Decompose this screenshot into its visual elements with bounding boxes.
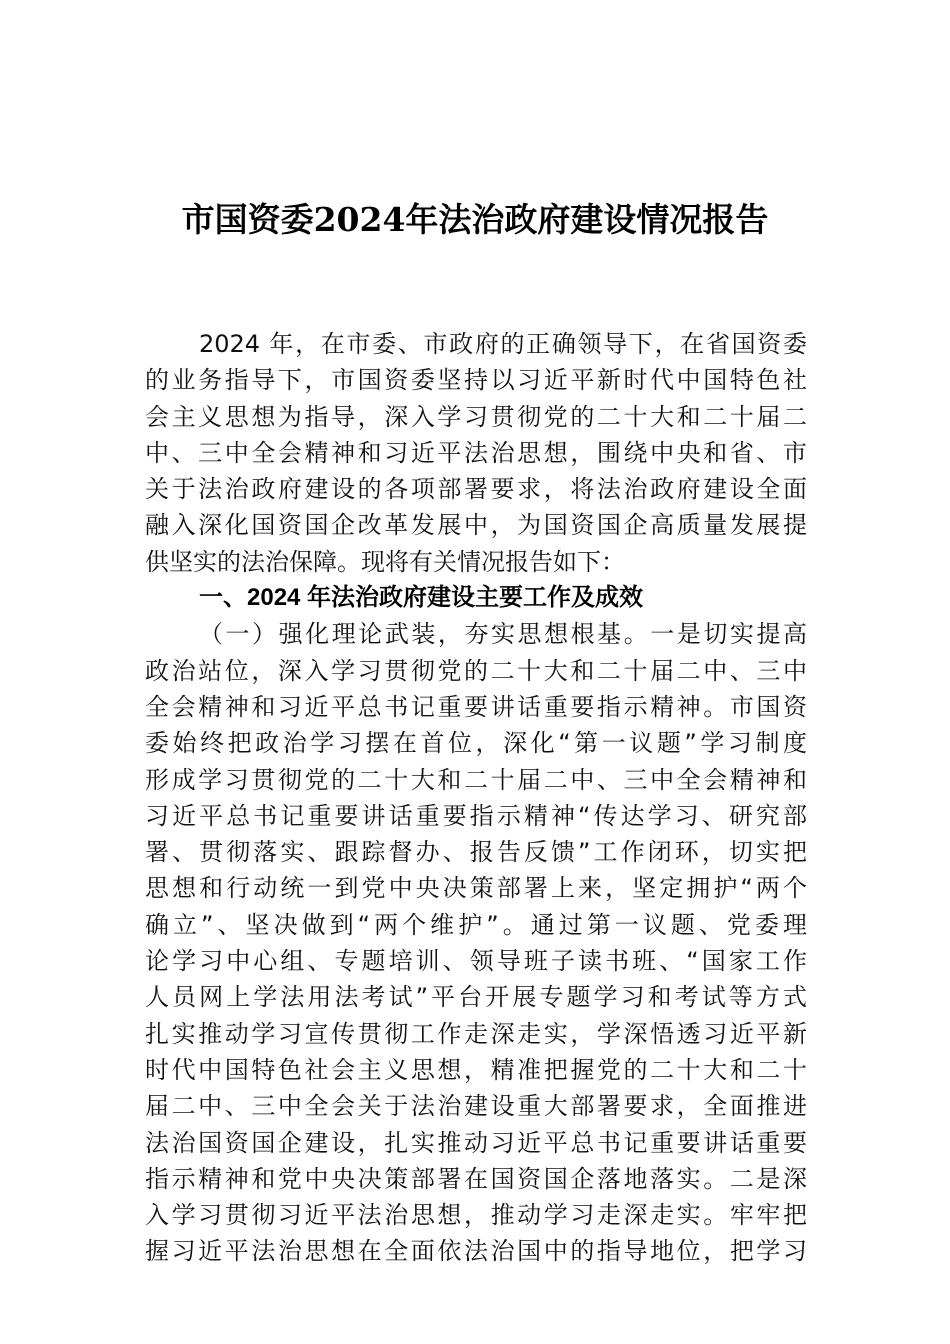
text-line: 法治国资国企建设，扎实推动习近平总书记重要讲话重要 [145,1128,807,1157]
text-line: 的业务指导下，市国资委坚持以习近平新时代中国特色社 [145,366,807,395]
text-line: 会主义思想为指导，深入学习贯彻党的二十大和二十届二 [145,402,807,431]
text-line: 2024 年，在市委、市政府的正确领导下，在省国资委 [199,330,807,358]
text-line: 中、三中全会精神和习近平法治思想，围绕中央和省、市 [145,438,807,467]
text-line: 形成学习贯彻党的二十大和二十届二中、三中全会精神和 [145,765,807,794]
text-line: 入学习贯彻习近平法治思想，推动学习走深走实。牢牢把 [145,1201,807,1230]
text-line: 习近平总书记重要讲话重要指示精神“传达学习、研究部 [145,801,807,830]
section-paragraph [145,616,807,1269]
document-body [145,326,807,1270]
section-heading: 一、2024 年法治政府建设主要工作及成效 [199,584,644,612]
text-line: 署、贯彻落实、跟踪督办、报告反馈”工作闭环，切实把 [145,838,807,867]
text-line: 人员网上学法用法考试”平台开展专题学习和考试等方式 [145,983,807,1012]
text-line: 关于法治政府建设的各项部署要求，将法治政府建设全面 [145,475,807,504]
text-line: 届二中、三中全会关于法治建设重大部署要求，全面推进 [145,1092,807,1121]
text-line: 全会精神和习近平总书记重要讲话重要指示精神。市国资 [145,692,807,721]
text-line: 握习近平法治思想在全面依法治国中的指导地位，把学习 [145,1237,807,1266]
text-line: 思想和行动统一到党中央决策部署上来，坚定拥护“两个 [145,874,807,903]
document-title: 市国资委2024年法治政府建设情况报告 [181,200,769,239]
text-line: 融入深化国资国企改革发展中，为国资国企高质量发展提 [145,511,807,540]
text-line: 指示精神和党中央决策部署在国资国企落地落实。二是深 [145,1164,807,1193]
text-line: 供坚实的法治保障。现将有关情况报告如下： [145,547,625,576]
text-line: 确立”、坚决做到“两个维护”。通过第一议题、党委理 [145,910,807,939]
text-line: （一）强化理论武装，夯实思想根基。一是切实提高 [199,620,807,649]
text-line: 论学习中心组、专题培训、领导班子读书班、“国家工作 [145,947,807,976]
text-line: 扎实推动学习宣传贯彻工作走深走实，学深悟透习近平新 [145,1019,807,1048]
text-line: 政治站位，深入学习贯彻党的二十大和二十届二中、三中 [145,656,807,685]
intro-paragraph [145,326,807,580]
text-line: 委始终把政治学习摆在首位，深化“第一议题”学习制度 [145,729,807,758]
text-line: 时代中国特色社会主义思想，精准把握党的二十大和二十 [145,1055,807,1084]
